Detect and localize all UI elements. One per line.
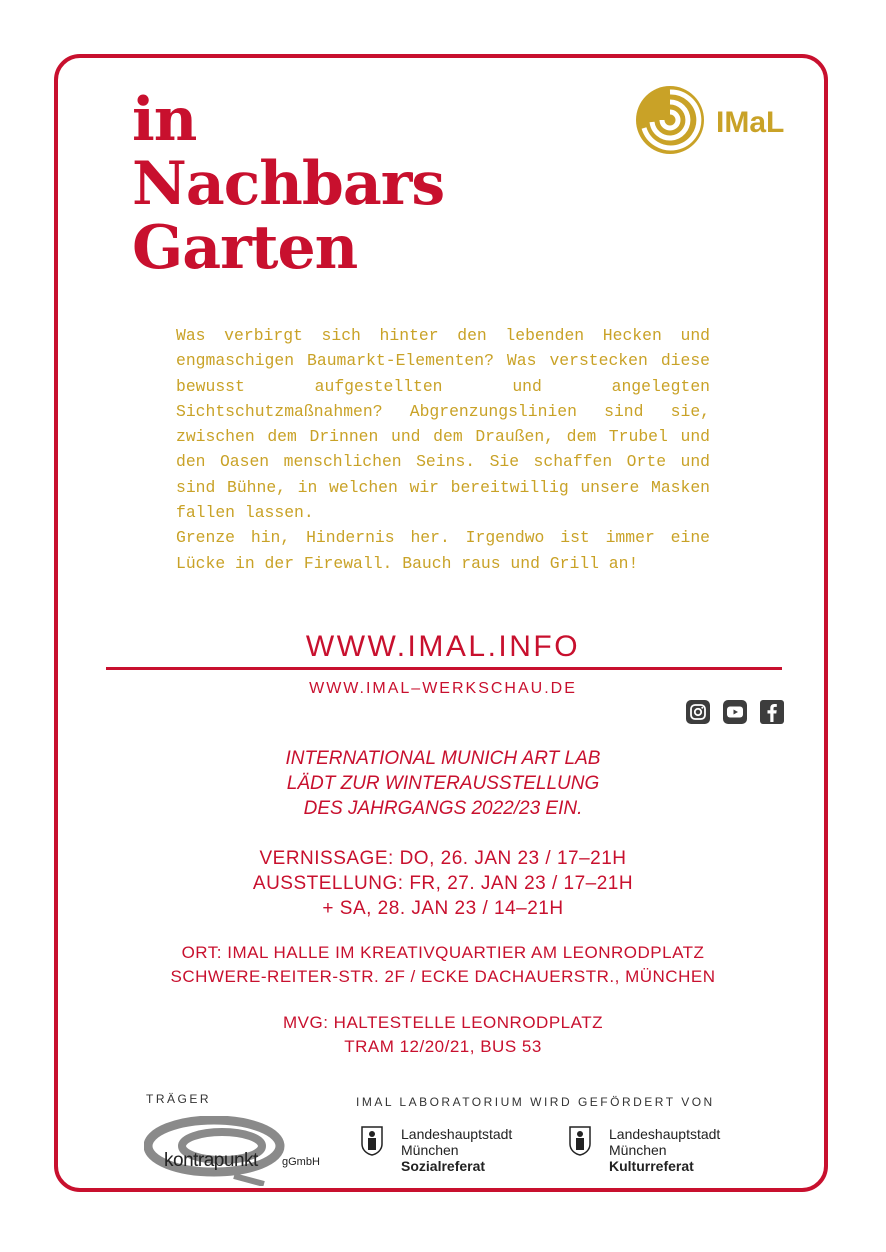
facebook-icon[interactable] (760, 700, 784, 724)
announcement-line-3: DES JAHRGANGS 2022/23 EIN. (303, 798, 583, 819)
title-line-2: Nachbars (132, 149, 445, 219)
youtube-icon[interactable] (723, 700, 747, 724)
kontrapunkt-name: kontrapunkt (164, 1150, 258, 1171)
social-icons (686, 700, 784, 724)
logo-wordmark: IMaL (716, 106, 785, 139)
instagram-icon[interactable] (686, 700, 710, 724)
munich-crest-icon (569, 1126, 591, 1156)
location-line-2: SCHWERE-REITER-STR. 2F / ECKE DACHAUERSTR., MÜNCHEN (170, 967, 716, 986)
funded-by-label: IMAL LABORATORIUM WIRD GEFÖRDERT VON (356, 1095, 715, 1109)
intro-text (176, 323, 710, 576)
announcement-line-1: INTERNATIONAL MUNICH ART LAB (285, 748, 601, 769)
intro-paragraph-1: Was verbirgt sich hinter den lebenden Hecken und engmaschigen Baumarkt-Elementen? Was verstecken diese bewusst aufgestellten und angelegten Sichtschutzmaßnahmen? Abgrenzungslinien sind sie, zwischen dem Drinnen und dem Draußen, dem Trubel und den Oasen menschlichen Seins. Sie schaffen Orte und sind Bühne, in welchen wir bereitwillig unsere Masken fallen lassen. (176, 326, 710, 523)
sponsor1-line-2: München (401, 1142, 459, 1158)
event-location (0, 941, 886, 989)
transit-info (0, 1011, 886, 1059)
event-dates (0, 846, 886, 921)
transit-line-1: MVG: HALTESTELLE LEONRODPLATZ (283, 1013, 603, 1032)
intro-paragraph-2: Grenze hin, Hindernis her. Irgendwo ist immer eine Lücke in der Firewall. Bauch raus und Grill an! (176, 528, 710, 573)
announcement (0, 746, 886, 821)
sponsor1-line-3: Sozialreferat (401, 1158, 486, 1174)
announcement-line-2: LÄDT ZUR WINTERAUSSTELLUNG (286, 773, 600, 794)
sponsor2-line-2: München (609, 1142, 667, 1158)
poster-title (132, 85, 445, 283)
sponsor2-line-1: Landeshauptstadt (609, 1126, 721, 1142)
website-link[interactable]: WWW.IMAL.INFO (305, 630, 581, 663)
location-line-1: ORT: IMAL HALLE IM KREATIVQUARTIER AM LEONRODPLATZ (181, 943, 705, 962)
title-line-1: in (132, 85, 197, 155)
munich-crest-icon (361, 1126, 383, 1156)
sponsor1-line-1: Landeshauptstadt (401, 1126, 513, 1142)
divider (106, 667, 782, 670)
exhibition-date: AUSSTELLUNG: FR, 27. JAN 23 / 17–21H (252, 873, 634, 894)
exhibition-date-2: + SA, 28. JAN 23 / 14–21H (322, 898, 564, 919)
werkschau-link[interactable]: WWW.IMAL–WERKSCHAU.DE (309, 680, 577, 697)
transit-line-2: TRAM 12/20/21, BUS 53 (344, 1037, 542, 1056)
traeger-label: TRÄGER (146, 1092, 212, 1106)
title-line-3: Garten (132, 213, 358, 283)
vernissage-date: VERNISSAGE: DO, 26. JAN 23 / 17–21H (259, 848, 627, 869)
kontrapunkt-suffix: gGmbH (282, 1156, 320, 1168)
sponsor2-line-3: Kulturreferat (609, 1158, 694, 1174)
